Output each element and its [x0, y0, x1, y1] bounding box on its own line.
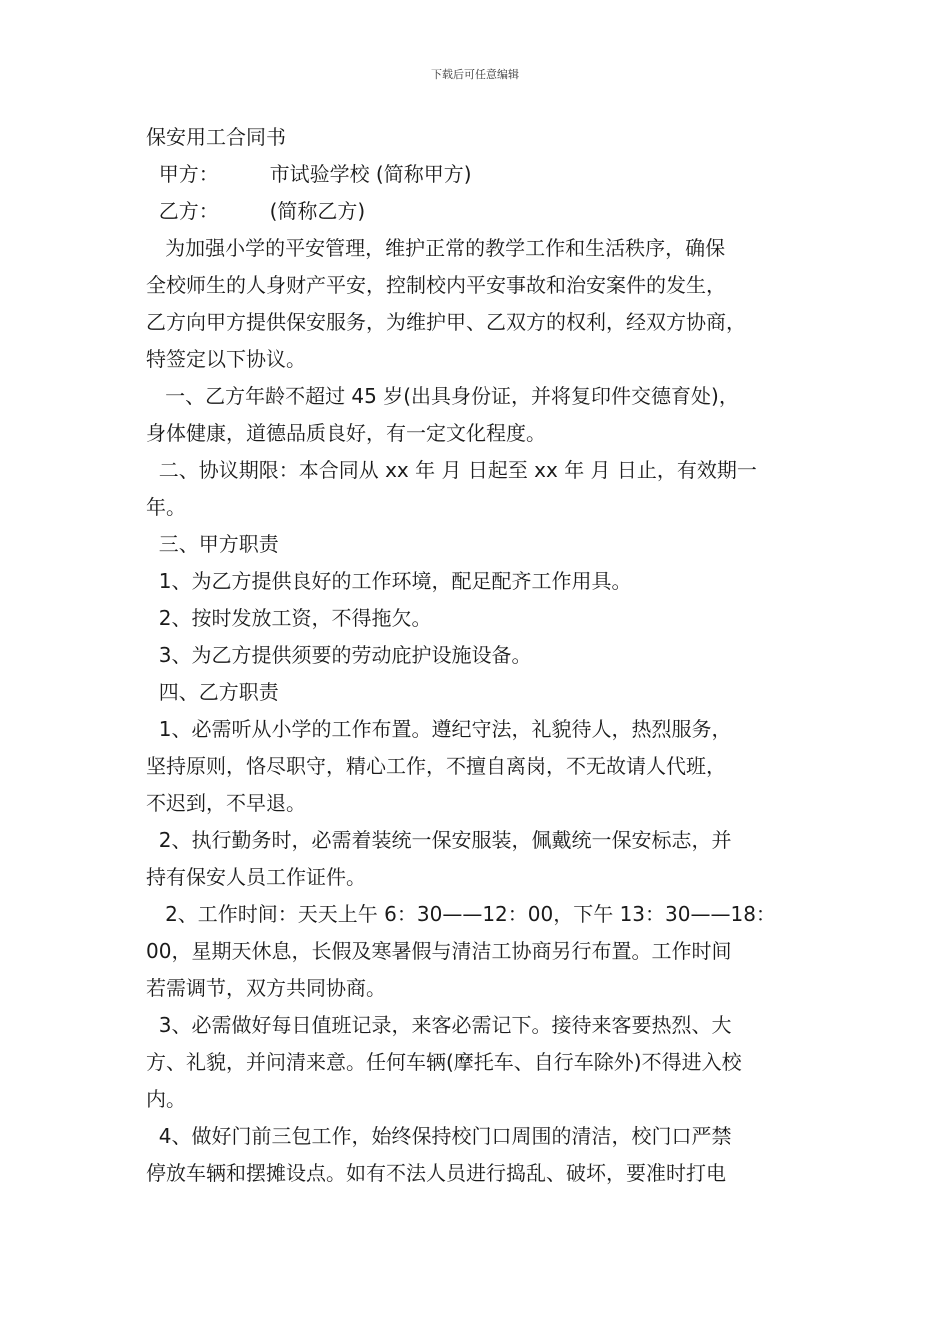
body-line: 四、乙方职责: [146, 680, 279, 704]
body-line: 坚持原则，恪尽职守，精心工作，不擅自离岗，不无故请人代班，: [146, 754, 726, 778]
party-b-line: 乙方： (简称乙方): [146, 199, 366, 223]
document-title: 保安用工合同书: [146, 125, 286, 149]
body-line: 乙方向甲方提供保安服务，为维护甲、乙双方的权利，经双方协商，: [146, 310, 746, 334]
body-line: 4、做好门前三包工作，始终保持校门口周围的清洁，校门口严禁: [146, 1124, 732, 1148]
body-line: 1、必需听从小学的工作布置。遵纪守法，礼貌待人，热烈服务，: [146, 717, 732, 741]
body-line: 全校师生的人身财产平安，控制校内平安事故和治安案件的发生，: [146, 273, 726, 297]
contract-document: [146, 119, 816, 1192]
body-line: 内。: [146, 1087, 186, 1111]
body-line: 为加强小学的平安管理，维护正常的教学工作和生活秩序，确保: [146, 236, 726, 260]
body-line: 3、为乙方提供须要的劳动庇护设施设备。: [146, 643, 532, 667]
body-line: 身体健康，道德品质良好，有一定文化程度。: [146, 421, 546, 445]
body-line: 年。: [146, 495, 186, 519]
contract-body: [146, 230, 816, 1192]
body-line: 1、为乙方提供良好的工作环境，配足配齐工作用具。: [146, 569, 632, 593]
body-line: 00，星期天休息，长假及寒暑假与清洁工协商另行布置。工作时间: [146, 939, 732, 963]
body-line: 2、按时发放工资，不得拖欠。: [146, 606, 432, 630]
body-line: 3、必需做好每日值班记录，来客必需记下。接待来客要热烈、大: [146, 1013, 732, 1037]
page-header-note: 下载后可任意编辑: [431, 68, 519, 81]
body-line: 二、协议期限：本合同从 xx 年 月 日起至 xx 年 月 日止，有效期一: [146, 458, 757, 482]
body-line: 三、甲方职责: [146, 532, 279, 556]
body-line: 不迟到，不早退。: [146, 791, 306, 815]
body-line: 方、礼貌，并问清来意。任何车辆(摩托车、自行车除外)不得进入校: [146, 1050, 742, 1074]
body-line: 2、工作时间：天天上午 6：30——12：00，下午 13：30——18：: [146, 902, 776, 926]
party-a-line: 甲方： 市试验学校 (简称甲方): [146, 162, 472, 186]
body-line: 2、执行勤务时，必需着装统一保安服装，佩戴统一保安标志，并: [146, 828, 732, 852]
body-line: 若需调节，双方共同协商。: [146, 976, 386, 1000]
body-line: 特签定以下协议。: [146, 347, 306, 371]
body-line: 持有保安人员工作证件。: [146, 865, 366, 889]
body-line: 一、乙方年龄不超过 45 岁(出具身份证，并将复印件交德育处)，: [146, 384, 739, 408]
body-line: 停放车辆和摆摊设点。如有不法人员进行捣乱、破坏，要准时打电: [146, 1161, 726, 1185]
